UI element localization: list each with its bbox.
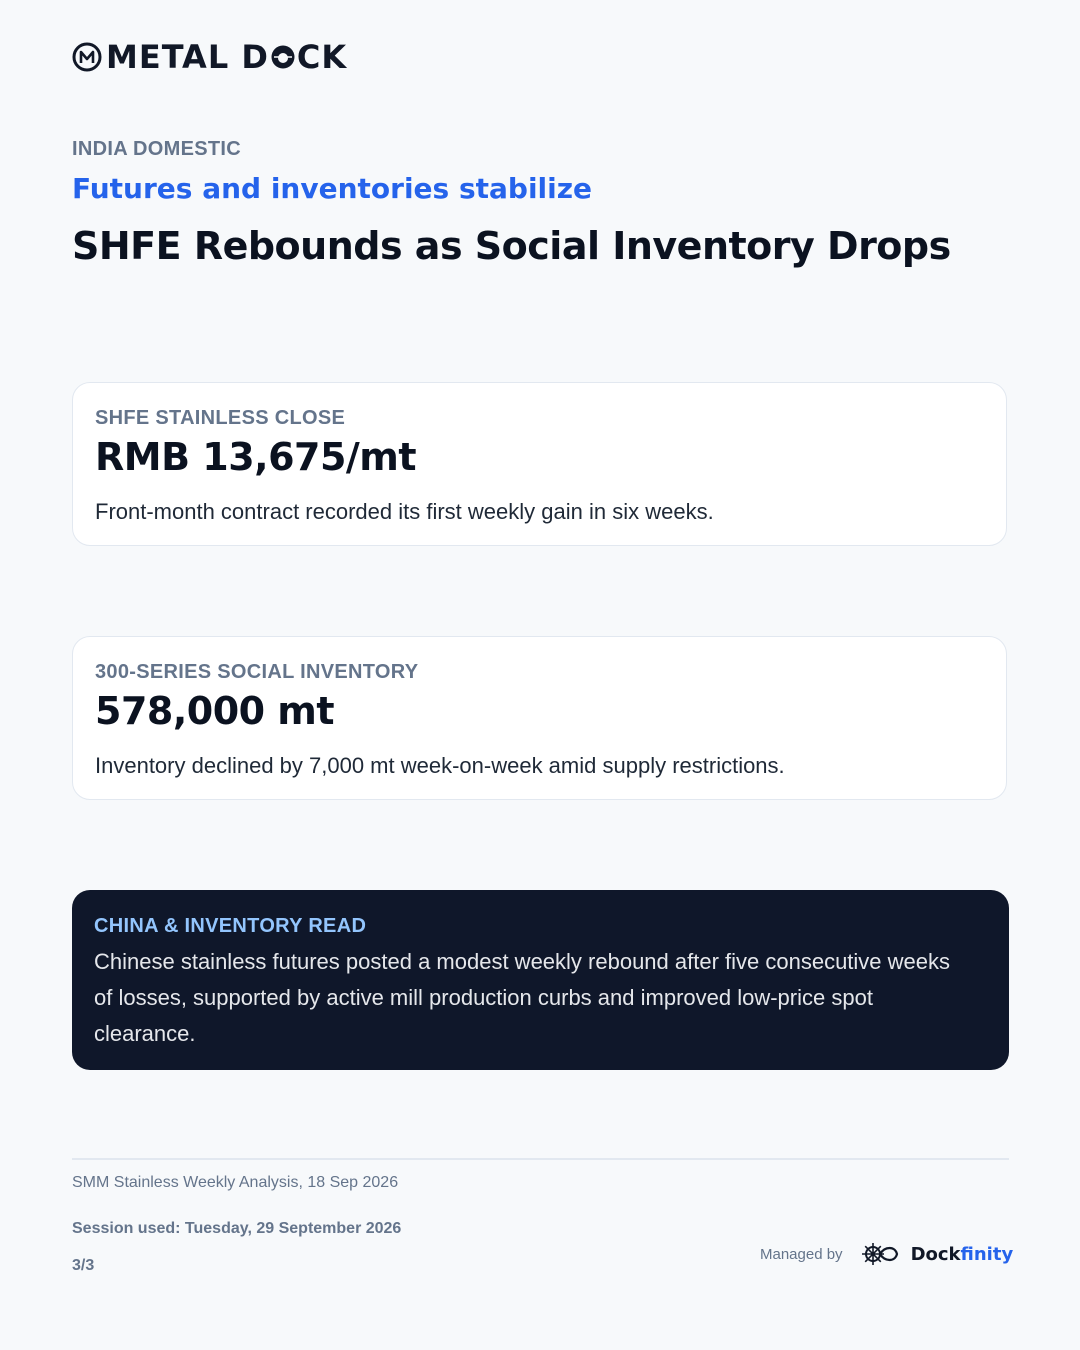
page-indicator: 3/3 [72,1257,95,1274]
dock-o-icon [270,44,296,70]
session-date: Session used: Tuesday, 29 September 2026 [72,1220,402,1237]
brand-wordmark [106,40,347,74]
footer-divider [72,1158,1009,1160]
page-title: SHFE Rebounds as Social Inventory Drops [72,224,951,268]
metric-description: Inventory declined by 7,000 mt week-on-week amid supply restrictions. [95,753,785,778]
metal-dock-logo [72,40,347,74]
insight-body: Chinese stainless futures posted a modest weekly rebound after five consecutive weeks of losses, supported by active mill production curbs and improved low-price spot clearance. [94,949,951,1046]
partner-logo-text [911,1244,1014,1265]
managed-by [760,1242,1013,1266]
brand-wordmark-pre: METAL D [106,38,269,76]
metric-value: 578,000 mt [95,689,335,733]
metric-value: RMB 13,675/mt [95,435,417,479]
managed-by-label: Managed by [760,1245,843,1263]
metric-label: 300-SERIES SOCIAL INVENTORY [95,661,419,683]
source-citation: SMM Stainless Weekly Analysis, 18 Sep 2026 [72,1174,399,1191]
page-subtitle: Futures and inventories stabilize [72,172,593,205]
metric-card-social-inventory [72,636,1007,800]
metric-label: SHFE STAINLESS CLOSE [95,407,346,429]
metal-dock-logo-icon [72,42,102,72]
brand-wordmark-post: CK [296,38,348,76]
partner-name-accent: finity [960,1243,1014,1265]
metric-card-shfe-close [72,382,1007,546]
insight-label: CHINA & INVENTORY READ [94,915,367,937]
section-kicker: INDIA DOMESTIC [72,138,242,160]
ship-wheel-infinity-icon [861,1242,905,1266]
metric-description: Front-month contract recorded its first weekly gain in six weeks. [95,499,714,524]
insight-panel [72,890,1009,1070]
partner-name-main: Dock [910,1243,961,1265]
